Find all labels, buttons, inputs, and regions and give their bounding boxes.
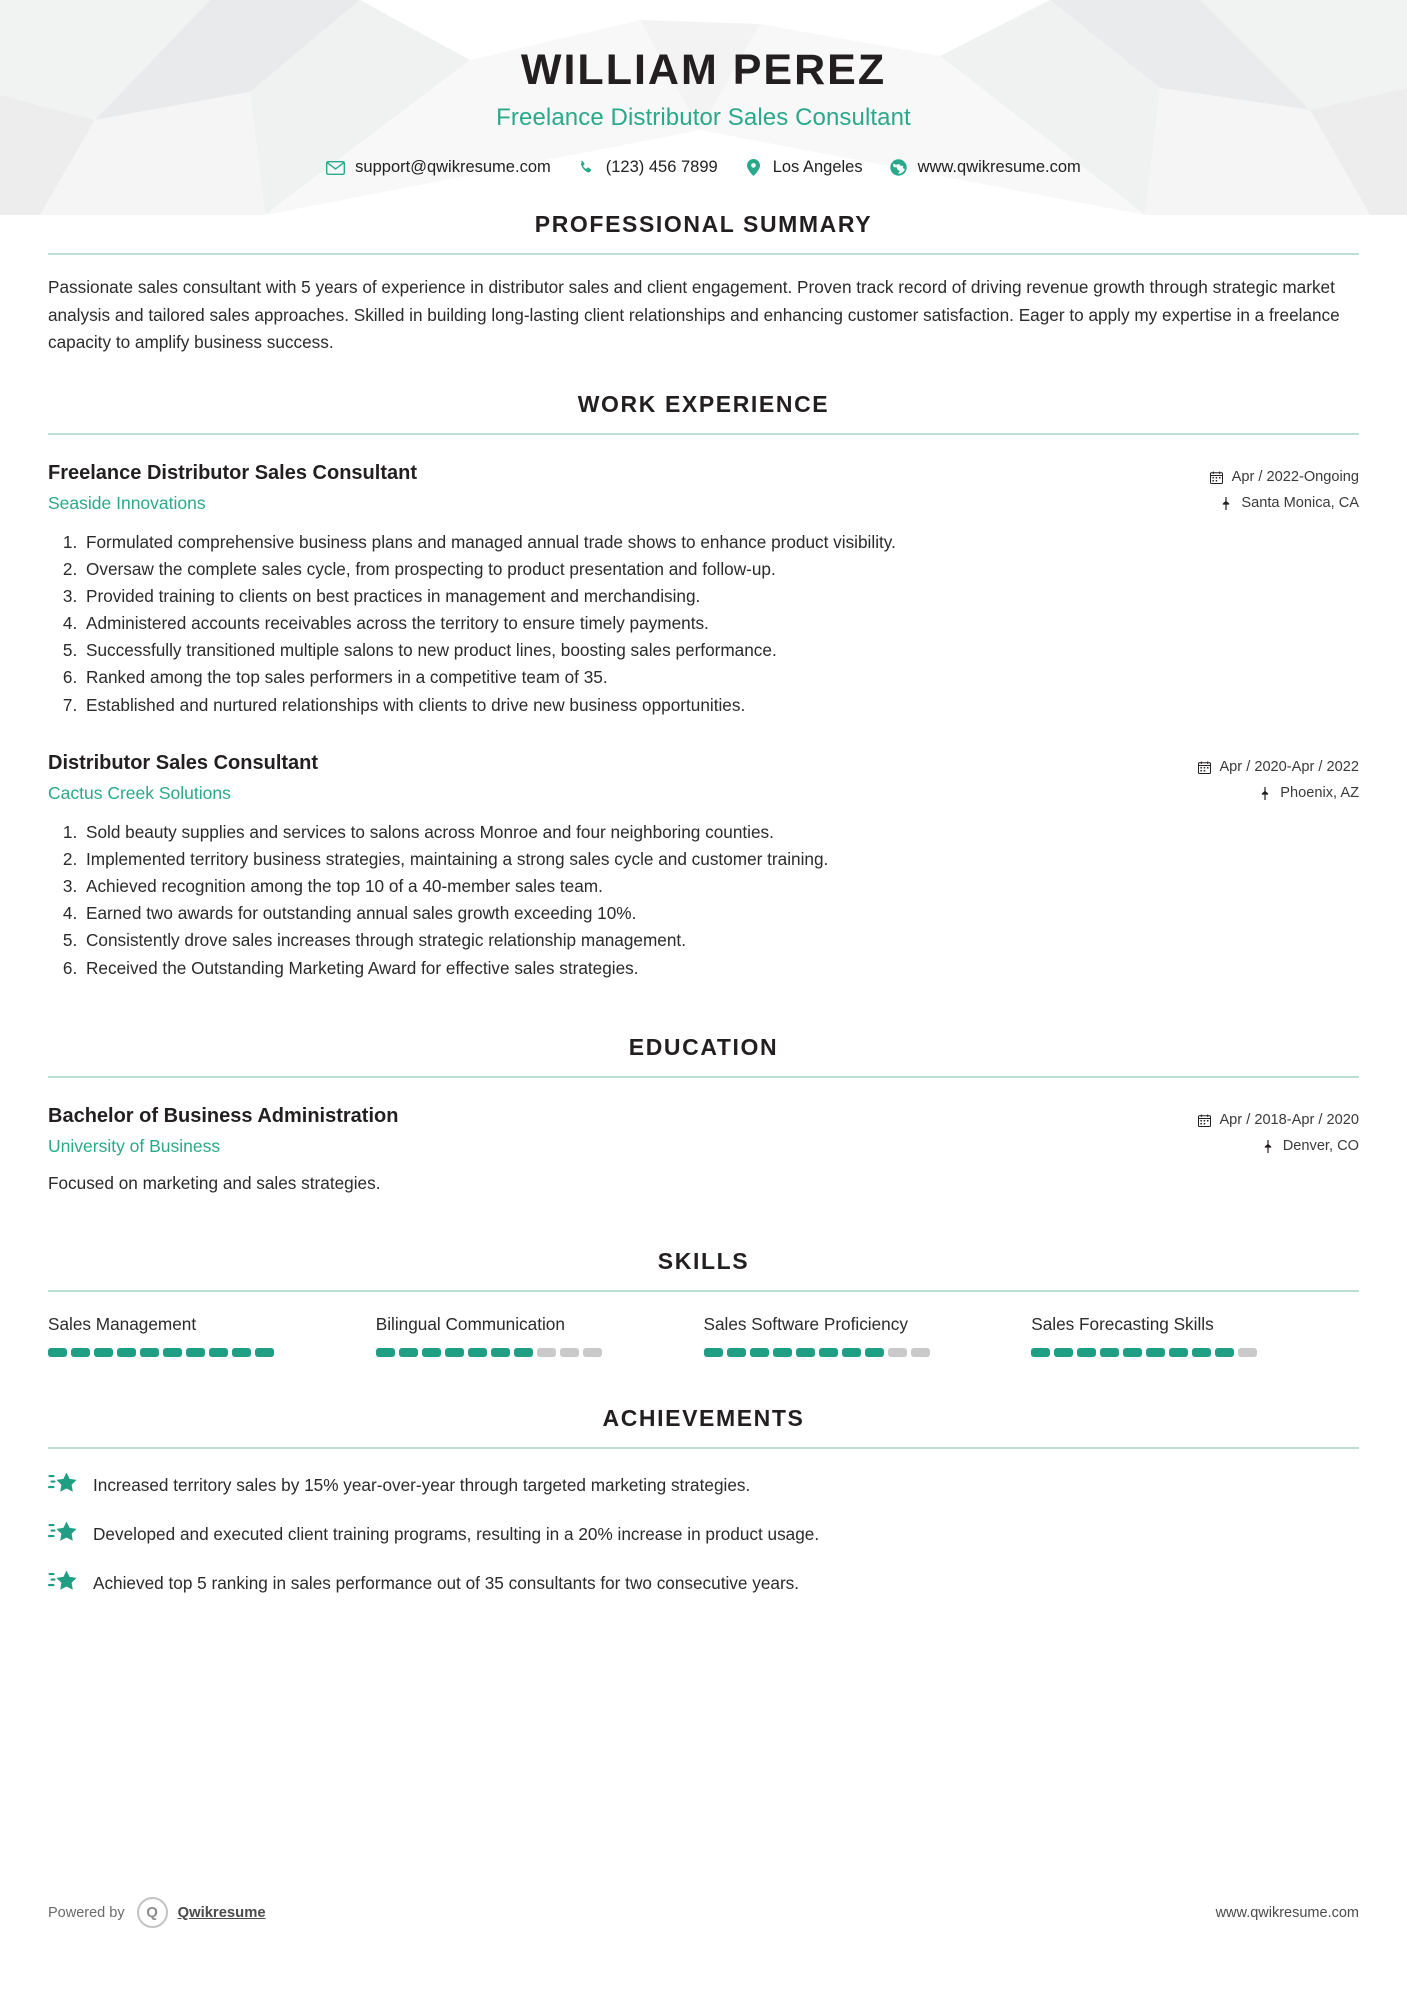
skill-segment <box>48 1348 67 1357</box>
skill-level-bar <box>376 1348 676 1357</box>
contact-email-text: support@qwikresume.com <box>355 158 551 177</box>
skill-item <box>704 1314 1032 1357</box>
list-item: 1. Formulated comprehensive business plans and managed annual trade shows to enhance product visibility. <box>82 529 1359 556</box>
education-note: Focused on marketing and sales strategies. <box>48 1172 381 1193</box>
education-location: Denver, CO <box>1282 1137 1359 1154</box>
skill-level-bar <box>1031 1348 1331 1357</box>
experience-bullet-list <box>48 529 1359 719</box>
skill-segment <box>514 1348 533 1357</box>
experience-location: Phoenix, AZ <box>1280 784 1359 801</box>
achievement-item <box>48 1520 1359 1548</box>
star-icon <box>48 1472 78 1498</box>
skill-segment <box>1123 1348 1142 1357</box>
skill-segment <box>255 1348 274 1357</box>
skill-segment <box>704 1348 723 1357</box>
map-pin-icon <box>1258 787 1272 801</box>
star-icon <box>48 1570 78 1596</box>
skill-segment <box>232 1348 251 1357</box>
experience-location: Santa Monica, CA <box>1241 494 1359 511</box>
skill-segment <box>1100 1348 1119 1357</box>
achievement-text: Increased territory sales by 15% year-over-year through targeted marketing strategies. <box>93 1475 751 1496</box>
globe-icon <box>889 158 908 177</box>
list-item: 5. Successfully transitioned multiple salons to new product lines, boosting sales performance. <box>82 637 1359 664</box>
skill-segment <box>376 1348 395 1357</box>
contact-item-website[interactable] <box>889 158 1081 177</box>
skill-item <box>48 1314 376 1357</box>
experience-entry <box>48 461 1359 719</box>
experience-location-row <box>1210 491 1359 517</box>
contact-website-text: www.qwikresume.com <box>917 158 1081 177</box>
list-item: 3. Achieved recognition among the top 10 of a 40-member sales team. <box>82 873 1359 900</box>
section-heading-achievements: ACHIEVEMENTS <box>602 1405 805 1432</box>
location-pin-icon <box>744 158 763 177</box>
experience-date-row <box>1197 755 1359 781</box>
experience-meta <box>1210 461 1359 517</box>
section-heading-summary: PROFESSIONAL SUMMARY <box>534 211 873 238</box>
list-item: 3. Provided training to clients on best practices in management and merchandising. <box>82 583 1359 610</box>
header-identity <box>0 0 1407 132</box>
section-divider <box>48 1076 1359 1078</box>
experience-organization: Cactus Creek Solutions <box>48 782 231 803</box>
skill-segment <box>117 1348 136 1357</box>
achievement-text: Achieved top 5 ranking in sales performance out of 35 consultants for two consecutive years. <box>93 1572 800 1593</box>
map-pin-icon <box>1219 497 1233 511</box>
calendar-icon <box>1210 471 1224 485</box>
list-item: 6. Received the Outstanding Marketing Award for effective sales strategies. <box>82 955 1359 982</box>
contact-item-email[interactable] <box>326 158 551 177</box>
skill-segment <box>560 1348 579 1357</box>
experience-organization: Seaside Innovations <box>48 492 206 513</box>
list-item: 5. Consistently drove sales increases through strategic relationship management. <box>82 927 1359 954</box>
skill-item <box>1031 1314 1359 1357</box>
skill-segment <box>796 1348 815 1357</box>
experience-entry-header <box>48 461 1359 517</box>
skills-grid <box>48 1314 1359 1357</box>
star-icon <box>48 1521 78 1547</box>
skill-segment <box>842 1348 861 1357</box>
experience-role: Distributor Sales Consultant <box>48 751 319 774</box>
skill-segment <box>1054 1348 1073 1357</box>
list-item: 1. Sold beauty supplies and services to salons across Monroe and four neighboring counties. <box>82 819 1359 846</box>
education-date-row <box>1197 1108 1359 1134</box>
experience-meta <box>1197 751 1359 807</box>
list-item: 6. Ranked among the top sales performers in a competitive team of 35. <box>82 664 1359 691</box>
achievement-item <box>48 1471 1359 1499</box>
experience-date: Apr / 2020-Apr / 2022 <box>1219 758 1359 775</box>
skill-label: Sales Forecasting Skills <box>1031 1314 1214 1335</box>
skill-segment <box>1146 1348 1165 1357</box>
experience-role: Freelance Distributor Sales Consultant <box>48 461 417 484</box>
calendar-icon <box>1197 761 1211 775</box>
section-divider <box>48 253 1359 255</box>
footer-url[interactable]: www.qwikresume.com <box>1215 1904 1359 1921</box>
list-item: 4. Earned two awards for outstanding annual sales growth exceeding 10%. <box>82 900 1359 927</box>
skill-segment <box>1238 1348 1257 1357</box>
skill-segment <box>163 1348 182 1357</box>
list-item: 2. Oversaw the complete sales cycle, from prospecting to product presentation and follow-up. <box>82 556 1359 583</box>
skill-level-bar <box>48 1348 348 1357</box>
achievements-list <box>48 1471 1359 1596</box>
education-entry-header <box>48 1104 1359 1160</box>
page-title: WILLIAM PEREZ <box>520 46 887 94</box>
skill-segment <box>1192 1348 1211 1357</box>
contact-bar <box>0 158 1407 177</box>
contact-phone-text: (123) 456 7899 <box>605 158 718 177</box>
experience-location-row <box>1197 781 1359 807</box>
map-pin-icon <box>1261 1140 1275 1154</box>
skill-segment <box>209 1348 228 1357</box>
page-footer <box>0 1897 1407 1928</box>
skill-segment <box>911 1348 930 1357</box>
powered-by-label: Powered by <box>48 1904 125 1921</box>
skill-segment <box>1077 1348 1096 1357</box>
header-job-title: Freelance Distributor Sales Consultant <box>496 104 911 132</box>
section-education <box>0 1034 1407 1197</box>
education-degree: Bachelor of Business Administration <box>48 1104 399 1127</box>
skill-segment <box>399 1348 418 1357</box>
section-heading-skills: SKILLS <box>657 1248 750 1275</box>
phone-icon <box>577 158 596 177</box>
experience-date: Apr / 2022-Ongoing <box>1231 468 1359 485</box>
section-divider <box>48 1290 1359 1292</box>
achievement-item <box>48 1569 1359 1597</box>
powered-by-block <box>48 1897 266 1928</box>
qwikresume-logo-icon: Q <box>137 1897 168 1928</box>
skill-segment <box>819 1348 838 1357</box>
skill-label: Sales Management <box>48 1314 197 1335</box>
achievement-text: Developed and executed client training programs, resulting in a 20% increase in product usage. <box>93 1524 820 1545</box>
skill-segment <box>773 1348 792 1357</box>
education-location-row <box>1197 1134 1359 1160</box>
contact-item-phone[interactable] <box>577 158 718 177</box>
skill-segment <box>865 1348 884 1357</box>
skill-segment <box>445 1348 464 1357</box>
skill-segment <box>537 1348 556 1357</box>
skill-segment <box>750 1348 769 1357</box>
skill-level-bar <box>704 1348 1004 1357</box>
skill-item <box>376 1314 704 1357</box>
section-achievements <box>0 1405 1407 1596</box>
experience-bullet-list <box>48 819 1359 982</box>
contact-location-text: Los Angeles <box>772 158 863 177</box>
section-professional-summary <box>0 211 1407 357</box>
section-divider <box>48 1447 1359 1449</box>
list-item: 4. Administered accounts receivables across the territory to ensure timely payments. <box>82 610 1359 637</box>
skill-segment <box>1169 1348 1188 1357</box>
experience-entry <box>48 751 1359 982</box>
list-item: 2. Implemented territory business strategies, maintaining a strong sales cycle and customer training. <box>82 846 1359 873</box>
education-date: Apr / 2018-Apr / 2020 <box>1219 1111 1359 1128</box>
section-work-experience <box>0 391 1407 982</box>
skill-segment <box>888 1348 907 1357</box>
summary-paragraph: Passionate sales consultant with 5 years of experience in distributor sales and client engagement. Proven track record of driving revenue growth through strategic market analysis and tailored sales approaches. Skilled in building long-lasting client relationships and enhancing customer satisfaction. Eager to apply my expertise in a freelance capacity to amplify business success. <box>48 277 1340 353</box>
skill-segment <box>1215 1348 1234 1357</box>
skill-segment <box>1031 1348 1050 1357</box>
experience-date-row <box>1210 465 1359 491</box>
skill-segment <box>71 1348 90 1357</box>
skill-segment <box>186 1348 205 1357</box>
skill-segment <box>727 1348 746 1357</box>
skill-segment <box>422 1348 441 1357</box>
skill-segment <box>140 1348 159 1357</box>
section-divider <box>48 433 1359 435</box>
calendar-icon <box>1197 1114 1211 1128</box>
education-meta <box>1197 1104 1359 1160</box>
brand-link[interactable]: Qwikresume <box>177 1904 266 1921</box>
skill-segment <box>468 1348 487 1357</box>
section-heading-experience: WORK EXPERIENCE <box>577 390 830 417</box>
education-entry <box>48 1104 1359 1197</box>
skill-segment <box>583 1348 602 1357</box>
skill-segment <box>94 1348 113 1357</box>
section-heading-education: EDUCATION <box>628 1033 779 1060</box>
education-institution: University of Business <box>48 1135 221 1156</box>
skill-segment <box>491 1348 510 1357</box>
section-skills <box>0 1248 1407 1357</box>
skill-label: Bilingual Communication <box>375 1314 565 1335</box>
contact-item-location <box>744 158 863 177</box>
experience-entry-header <box>48 751 1359 807</box>
email-icon <box>326 158 345 177</box>
skill-label: Sales Software Proficiency <box>703 1314 908 1335</box>
list-item: 7. Established and nurtured relationships with clients to drive new business opportunities. <box>82 692 1359 719</box>
